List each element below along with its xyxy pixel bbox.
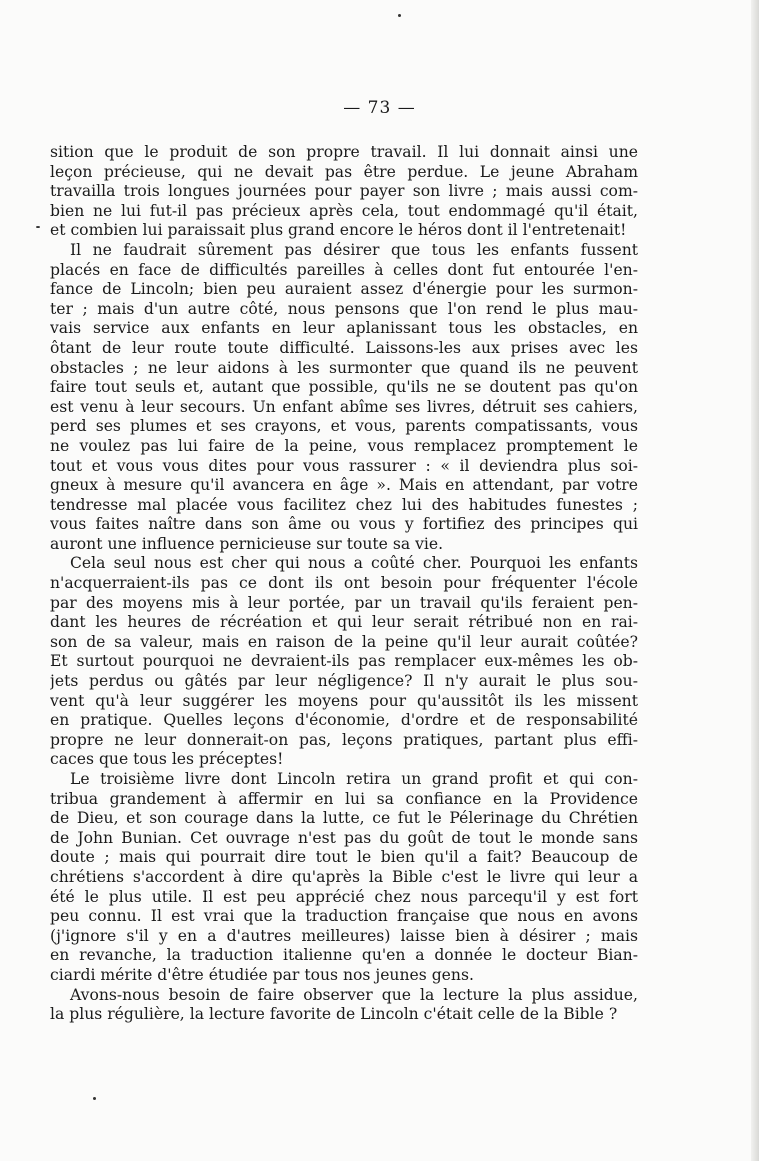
text-line: de John Bunian. Cet ouvrage n'est pas du goût de tout le monde sans xyxy=(50,828,638,847)
text-line: ciardi mérite d'être étudiée par tous nos jeunes gens. xyxy=(50,965,474,984)
text-line: et combien lui paraissait plus grand encore le héros dont il l'entretenait! xyxy=(50,221,627,240)
text-line: tout et vous vous dites pour vous rassurer : « il deviendra plus soi- xyxy=(50,456,638,475)
text-line: tribua grandement à affermir en lui sa confiance en la Providence xyxy=(50,789,638,808)
text-line: gneux à mesure qu'il avancera en âge ». Mais en attendant, par votre xyxy=(50,476,638,495)
print-speck xyxy=(93,1097,96,1100)
text-line: ter ; mais d'un autre côté, nous pensons que l'on rend le plus mau- xyxy=(50,299,638,318)
text-line: Avons-nous besoin de faire observer que la lecture la plus assidue, xyxy=(70,985,638,1004)
page-number: — 73 — xyxy=(343,98,416,118)
text-line: perd ses plumes et ses crayons, et vous, parents compatissants, vous xyxy=(50,417,638,436)
text-line: été le plus utile. Il est peu apprécié chez nous parcequ'il y est fort xyxy=(50,887,638,906)
text-line: fance de Lincoln; bien peu auraient assez d'énergie pour les surmon- xyxy=(50,280,638,299)
text-line: Cela seul nous est cher qui nous a coûté cher. Pourquoi les enfants xyxy=(70,554,638,573)
text-line: caces que tous les préceptes! xyxy=(50,750,284,769)
text-line: leçon précieuse, qui ne devait pas être perdue. Le jeune Abraham xyxy=(50,162,638,181)
text-line: vais service aux enfants en leur aplanissant tous les obstacles, en xyxy=(50,319,638,338)
text-line: Il ne faudrait sûrement pas désirer que tous les enfants fussent xyxy=(70,240,638,259)
text-line: en revanche, la traduction italienne qu'en a donnée le docteur Bian- xyxy=(50,946,638,965)
text-line: par des moyens mis à leur portée, par un travail qu'ils feraient pen- xyxy=(50,593,638,612)
text-line: sition que le produit de son propre travail. Il lui donnait ainsi une xyxy=(50,143,638,161)
text-line: propre ne leur donnerait-on pas, leçons pratiques, partant plus effi- xyxy=(50,730,638,749)
text-line: de Dieu, et son courage dans la lutte, ce fut le Pélerinage du Chrétien xyxy=(50,809,638,828)
text-line: bien ne lui fut-il pas précieux après cela, tout endommagé qu'il était, xyxy=(50,201,638,220)
text-line: obstacles ; ne leur aidons à les surmonter que quand ils ne peuvent xyxy=(50,358,638,377)
print-speck xyxy=(398,14,401,17)
text-line: n'acquerraient-ils pas ce dont ils ont besoin pour fréquenter l'école xyxy=(50,574,638,593)
print-speck xyxy=(36,226,40,228)
text-line: est venu à leur secours. Un enfant abîme ses livres, détruit ses cahiers, xyxy=(50,397,638,416)
text-line: vent qu'à leur suggérer les moyens pour qu'aussitôt ils les missent xyxy=(50,691,638,710)
text-line: travailla trois longues journées pour payer son livre ; mais aussi com- xyxy=(50,182,638,201)
text-line: dant les heures de récréation et qui leur serait rétribué non en rai- xyxy=(50,613,638,632)
text-line: jets perdus ou gâtés par leur négligence? Il n'y aurait le plus sou- xyxy=(50,672,638,691)
text-line: chrétiens s'accordent à dire qu'après la Bible c'est le livre qui leur a xyxy=(50,867,638,886)
text-line: ôtant de leur route toute difficulté. Laissons-les aux prises avec les xyxy=(50,338,638,357)
text-line: en pratique. Quelles leçons d'économie, d'ordre et de responsabilité xyxy=(50,711,638,730)
text-line: faire tout seuls et, autant que possible, qu'ils ne se doutent pas qu'on xyxy=(50,378,638,397)
text-line: doute ; mais qui pourrait dire tout le bien qu'il a fait? Beaucoup de xyxy=(50,848,638,867)
text-line: Et surtout pourquoi ne devraient-ils pas remplacer eux-mêmes les ob- xyxy=(50,652,638,671)
text-line: vous faites naître dans son âme ou vous y fortifiez des principes qui xyxy=(50,515,638,534)
page-edge-shadow xyxy=(751,0,759,1161)
body-text xyxy=(50,143,638,1025)
text-line: (j'ignore s'il y en a d'autres meilleures) laisse bien à désirer ; mais xyxy=(50,926,638,945)
text-line: placés en face de difficultés pareilles à celles dont fut entourée l'en- xyxy=(50,260,638,279)
text-line: peu connu. Il est vrai que la traduction française que nous en avons xyxy=(50,907,638,926)
text-line: auront une influence pernicieuse sur toute sa vie. xyxy=(50,534,444,553)
text-line: ne voulez pas lui faire de la peine, vous remplacez promptement le xyxy=(50,436,638,455)
text-line: Le troisième livre dont Lincoln retira un grand profit et qui con- xyxy=(70,770,638,788)
text-line: tendresse mal placée vous facilitez chez lui des habitudes funestes ; xyxy=(50,495,638,514)
text-line: son de sa valeur, mais en raison de la peine qu'il leur aurait coûtée? xyxy=(50,632,638,651)
text-line: la plus régulière, la lecture favorite de Lincoln c'était celle de la Bible ? xyxy=(50,1005,618,1024)
